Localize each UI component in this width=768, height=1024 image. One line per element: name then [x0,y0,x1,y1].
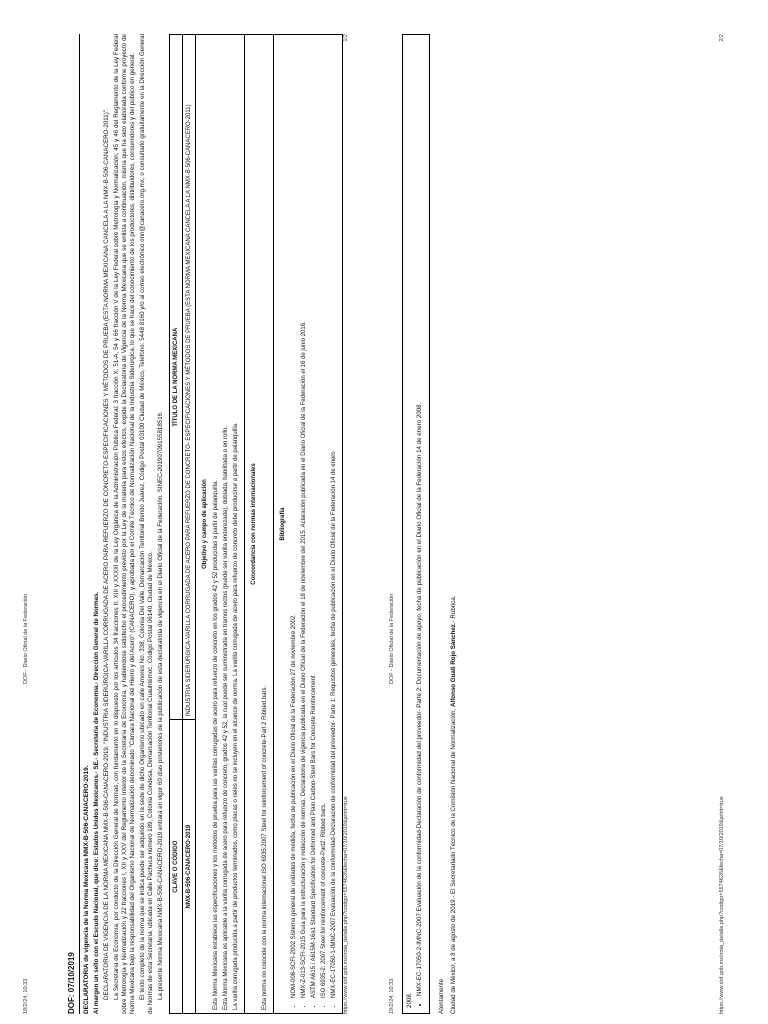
table-row [245,35,274,1014]
closing-text: Atentamente [438,978,445,1014]
page-header [388,34,398,1014]
list-item: • ASTM A615 / A615M-16a1 Standard Specification for Deformed and Plain Carbon-Steel Bars for Concrete Reinforcement [310,38,318,998]
table-row [274,35,343,1014]
intl-cell [245,35,274,1014]
header-site-title: DOF - Diario Oficial de la Federación [23,593,29,684]
footer-url-link[interactable]: https://www.dof.gob.mx/nota_detalle.php?codigo=5574626&fecha=07/10/2019&print=true [719,796,725,1014]
objective-text-2: Esta Norma Mexicana es aplicable a la varilla corrugada de acero para refuerzo de concreto, grados 42 y 52, la cual puede ser suministrada en tramos rectos (puede ser varilla enderezada), doblada, habilitada o en rollo. [223,426,229,1010]
year-text: 2008. [406,992,413,1008]
table-row [183,35,196,1014]
paragraph-1: La Secretaría de Economía, por conducto de la Dirección General de Normas, con fundamento en lo dispuesto por los artículos 34 fracciones II, XIII y XXXIII de la Ley Orgánica de la Administración Pública Federal; 3 fracción X, 51-A, 54 y 66 fracción V de la Ley Federal sobre Metrología y Normalización; 45 y 46 del Reglamento de la Ley Federal sobre Metrología y Normalización y 22 fracciones I, XII y XXV del Reglamento Interior de la Secretaría de Economía, y habiéndose satisfecho el procedimiento previsto por la Ley de la materia para estos efectos, expide la Declaratoria de Vigencia de la Norma Mexicana que se enlista a continuación, misma que ha sido elaborada conforme proyecto de Norma Mexicana bajo la responsabilidad del Organismo Nacional de Normalización denominado "Cámara Nacional del Hierro y del Acero" (CANACERO), y aprobada por el Comité Técnico de Normalización Nacional de la Industria Siderúrgica, lo que se hace del conocimiento de los productores, distribuidores, consumidores y del público en general. [113,34,136,1014]
page-body [402,34,460,1014]
page-1 [22,34,352,1014]
table-row [196,35,245,1014]
declaration-title: DECLARATORIA de vigencia de la Norma Mexicana NMX-B-506-CANACERO-2019. [83,765,90,1014]
table-header-title: TÍTULO DE LA NORMA MEXICANA [170,35,183,720]
objective-heading: Objetivo y campo de aplicación [202,479,208,569]
list-item: • NOM-008-SCFI-2002 Sistema general de unidades de medida, fecha de publicación en el Diario Oficial de la Federación 27 de noviembre 2002. [290,38,298,998]
bibliography-cell [274,35,343,1014]
table-header-code: CLAVE O CÓDIGO [170,720,183,1014]
declaration-heading: DECLARATORIA DE VIGENCIA DE LA NORMA MEXICANA NMX-B-506-CANACERO-2019, "INDUSTRIA SIDERÚRGICA-VARILLA CORRUGADA DE ACERO PARA REFUERZO DE CONCRETO-ESPECIFICACIONES Y MÉTODOS DE PRUEBA (ESTA NORMA MEXICANA CANCELA A LA NMX-B-506-CANACERO-2011)". [103,108,110,1000]
signature-block [450,34,458,1014]
paragraph-2: El texto completo de la norma que se indica puede ser adquirido en la sede de dicho Organismo ubicado en calle Amores No. 338, Colonia Del Valle, Demarcación Territorial Benito Juárez, Código Postal 03100 Ciudad de México, Teléfono: 5448 8160 y/o al correo electrónico onn@canacero.org.mx, o consultarlo gratuitamente en la Dirección General de Normas de esta Secretaría, ubicada en Calle Pachuca número 189, Colonia Condesa, Demarcación Territorial Cuauhtémoc, Código Postal 06140, Ciudad de México. [139,34,154,1014]
objective-text-1: Esta Norma Mexicana establece las especificaciones y los métodos de prueba para las varillas corrugadas de acero para refuerzo de concreto en los grados 42 y 52 producidas a partir de palanquilla. [213,480,219,1010]
page-header [22,34,32,1014]
header-site-title: DOF - Diario Oficial de la Federación [389,593,395,684]
intl-heading: Concordancia con normas internacionales [251,463,257,585]
intl-text: Esta norma no coincide con la norma internacional ISO 6935:2007 Steel for reinforcement of concrete-Part 2 Ribbed bars. [262,685,268,1010]
paragraph-3: La presente Norma Mexicana NMX-B-506-CANACERO-2019 entrará en vigor 60 días posteriores de la publicación de esta declaratoria de vigencia en el Diario Oficial de la Federación. SINEC-20190709155818516. [157,411,164,1000]
list-item: • NMX-Z-013-SCFI-2015 Guía para la estructuración y redacción de normas. Declaratoria de vigencia publicada en el Diario Oficial de la Federación el 18 de noviembre del 2015. Aclaración publicada en el Diario Oficial de la Federación el 16 de junio 2016. [300,38,308,998]
page-footer [342,34,352,1014]
footer-page-number: 1/2 [343,34,349,42]
page-2 [388,34,728,1014]
header-timestamp: 19/2/24, 10:33 [389,978,395,1014]
header-timestamp: 19/2/24, 10:33 [23,978,29,1014]
signature-prefix: Ciudad de México, a 8 de agosto de 2019.- El Secretariado Técnico de la Comisión Nacional de Normalización, [450,708,457,1014]
footer-url-link[interactable]: https://www.dof.gob.mx/nota_detalle.php?codigo=5574626&fecha=07/10/2019&print=true [343,796,349,1014]
list-item: • ISO 6935-2: 2007 Steel for reinforcement of concrete-Part2: Ribbed bars. [320,38,328,998]
norm-title: INDUSTRIA SIDERÚRGICA-VARILLA CORRUGADA DE ACERO PARA REFUERZO DE CONCRETO- ESPECIFICACIONES Y MÉTODOS DE PRUEBA (ESTA NORMA MEXICANA CANCELA A LA NMX-B-506-CANACERO-2011) [183,35,196,720]
signature-suffix: .- Rúbrica. [450,595,457,625]
page-footer [718,34,728,1014]
dof-date: DOF: 07/10/2019 [67,952,76,1014]
norm-table [169,34,343,1014]
list-item: • NMX-EC-17050-1-IMNC-2007 Evaluación de la conformidad-Declaración de conformidad del proveedor- Parte 1: Requisitos generales, fecha de publicación en el Diario Oficial de la Federación 14 de enero [330,38,338,998]
footer-page-number: 2/2 [719,34,725,42]
bibliography-continuation [402,34,430,1014]
bibliography-heading: Bibliografía [280,507,286,541]
bibliography-list [290,38,338,1010]
objective-cell [196,35,245,1014]
page-body [62,34,347,1014]
signature-name: Alfonso Guati Rojo Sánchez [450,624,457,707]
seal-text: Al margen un sello con el Escudo Nacional, que dice: Estados Unidos Mexicanos.- SE.- Secretaría de Economía.- Dirección General de Normas. [93,591,100,1014]
list-item: • NMX-EC-17050-2-IMNC-2007 Evaluación de la conformidad-Declaración de conformidad del proveedor- Parte 2: Documentación de apoyo, fecha de publicación en el Diario Oficial de la Federación 14 de enero 2008. [416,40,424,996]
objective-text-3: La varilla corrugada producida a partir de productos terminados, como placas o rieles no se incluyen en el alcance de norma. La varilla corrugada de acero para refuerzo de concreto debe producirse a partir de palanquilla. [233,422,239,1010]
bibliography-list [416,40,424,1008]
table-header-row [170,35,183,1014]
norm-code: NMX-B-506-CANACERO-2019 [183,720,196,1014]
divider [79,34,80,1014]
